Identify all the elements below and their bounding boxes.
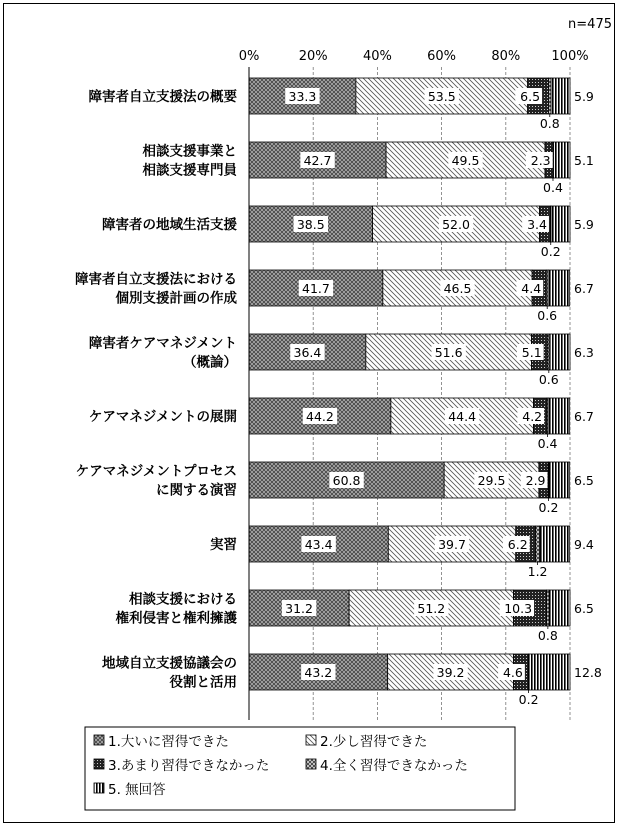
category-label: 役割と活用 <box>169 674 237 691</box>
data-label: 39.7 <box>438 537 466 552</box>
data-label: 6.3 <box>574 345 594 360</box>
data-label-small: 0.4 <box>543 180 563 195</box>
data-label: 49.5 <box>451 153 480 168</box>
legend-entry: 2.少し習得できた <box>320 734 428 750</box>
data-label: 6.5 <box>574 601 594 616</box>
legend-entry: 1.大いに習得できた <box>108 734 229 750</box>
data-label: 5.9 <box>574 89 594 104</box>
category-label: 障害者ケアマネジメント <box>88 335 237 352</box>
bar-segment <box>551 78 570 114</box>
category-label: ケアマネジメントの展開 <box>88 409 237 425</box>
data-label: 12.8 <box>574 665 602 680</box>
data-label: 43.4 <box>304 537 333 552</box>
category-label: 障害者自立支援法の概要 <box>88 89 237 105</box>
bar-segment <box>550 334 570 370</box>
bar-segment <box>554 142 570 178</box>
data-label: 51.6 <box>434 345 463 360</box>
category-labels <box>75 88 237 691</box>
data-label-small: 1.2 <box>527 564 548 579</box>
data-label: 41.7 <box>302 281 330 296</box>
data-label: 6.5 <box>574 473 594 488</box>
data-label: 44.4 <box>448 409 477 424</box>
data-label: 38.5 <box>296 217 325 232</box>
data-label: 2.9 <box>525 473 546 488</box>
data-label: 5.1 <box>521 345 542 360</box>
legend-entry: 4.全く習得できなかった <box>320 758 468 774</box>
legend-swatch <box>306 759 316 769</box>
data-label: 29.5 <box>477 473 506 488</box>
data-label: 4.4 <box>521 281 542 296</box>
category-label: 権利侵害と権利擁護 <box>115 610 237 627</box>
legend <box>85 727 515 810</box>
data-label: 42.7 <box>303 153 332 168</box>
category-label: 相談支援における <box>129 591 237 608</box>
data-label: 5.1 <box>574 153 594 168</box>
category-label: 個別支援計画の作成 <box>115 290 237 307</box>
category-label: 実習 <box>210 537 237 553</box>
category-label: 障害者の地域生活支援 <box>102 217 237 233</box>
legend-swatch <box>306 735 316 745</box>
data-label: 43.2 <box>304 665 333 680</box>
x-tick-label: 100% <box>551 49 589 64</box>
bar-segment <box>548 270 570 306</box>
data-label: 33.3 <box>288 89 317 104</box>
bar-segment <box>536 526 540 562</box>
data-label: 36.4 <box>293 345 322 360</box>
data-label: 60.8 <box>332 473 361 488</box>
category-label: 障害者自立支援法における <box>75 271 237 288</box>
x-axis-ticks <box>239 49 589 64</box>
data-label: 31.2 <box>285 601 313 616</box>
data-label: 44.2 <box>306 409 334 424</box>
data-label: 5.9 <box>574 217 594 232</box>
legend-swatch <box>94 759 104 769</box>
data-label: 3.4 <box>527 217 547 232</box>
data-label-small: 0.2 <box>540 244 561 259</box>
x-tick-label: 0% <box>238 49 260 64</box>
category-label: 相談支援専門員 <box>142 162 237 179</box>
bar-segment <box>540 526 570 562</box>
data-label: 4.6 <box>502 665 523 680</box>
legend-entry: 3.あまり習得できなかった <box>108 758 270 774</box>
data-label: 9.4 <box>574 537 594 552</box>
legend-swatch <box>94 783 104 793</box>
x-tick-label: 80% <box>491 49 521 64</box>
data-label-small: 0.8 <box>537 628 558 643</box>
bar-segment <box>551 206 570 242</box>
category-label: 地域自立支援協議会の <box>102 655 237 672</box>
data-label: 4.2 <box>522 409 543 424</box>
x-tick-label: 20% <box>298 49 328 64</box>
data-label: 52.0 <box>442 217 470 232</box>
data-label: 46.5 <box>443 281 472 296</box>
data-label: 2.3 <box>530 153 551 168</box>
sample-size-note: n=475 <box>568 17 612 32</box>
data-label: 6.5 <box>520 89 541 104</box>
x-tick-label: 60% <box>427 49 457 64</box>
data-label: 6.2 <box>507 537 528 552</box>
data-label-small: 0.8 <box>539 116 560 131</box>
bar-segment <box>548 398 570 434</box>
data-label: 53.5 <box>427 89 456 104</box>
data-label-small: 0.6 <box>538 372 559 387</box>
bar-segment <box>549 590 570 626</box>
data-label: 51.2 <box>417 601 446 616</box>
bar-segment <box>529 654 570 690</box>
category-label: 相談支援事業と <box>142 143 237 160</box>
data-label-small: 0.4 <box>537 436 558 451</box>
data-label: 6.7 <box>574 409 594 424</box>
x-tick-label: 40% <box>362 49 392 64</box>
category-label: （概論） <box>183 354 237 371</box>
legend-entry: 5. 無回答 <box>108 782 166 798</box>
data-label: 10.3 <box>504 601 533 616</box>
data-label: 6.7 <box>574 281 594 296</box>
data-label: 39.2 <box>436 665 465 680</box>
data-label-small: 0.6 <box>537 308 558 323</box>
bars <box>249 78 570 690</box>
category-label: に関する演習 <box>156 482 237 499</box>
legend-swatch <box>94 735 104 745</box>
category-label: ケアマネジメントプロセス <box>75 463 237 480</box>
bar-segment <box>549 462 570 498</box>
data-label-small: 0.2 <box>538 500 559 515</box>
data-label-small: 0.2 <box>518 692 539 707</box>
